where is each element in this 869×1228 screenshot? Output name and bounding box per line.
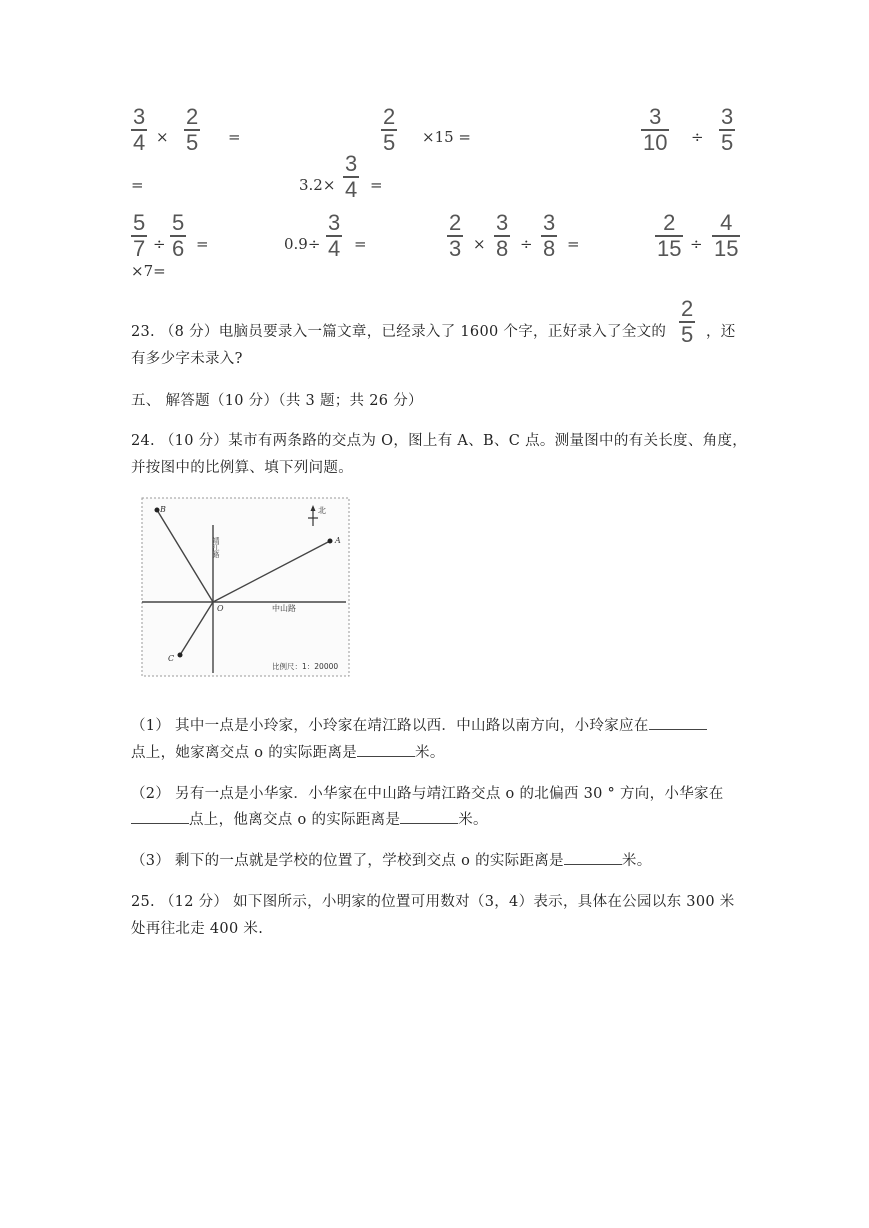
- times-7-equals: ×7=: [131, 262, 166, 280]
- q24-sub1-line2: [131, 741, 445, 762]
- numerator: 3: [345, 151, 358, 176]
- numerator: 3: [496, 210, 509, 235]
- divide-sign: ÷: [691, 128, 704, 146]
- q25-text-line1: 25. （12 分） 如下图所示，小明家的位置可用数对（3，4）表示，具体在公园以东 300 米: [131, 894, 735, 910]
- numerator: 3: [649, 104, 662, 129]
- q24-sub3-text: （3） 剩下的一点就是学校的位置了，学校到交点 o 的实际距离是: [131, 853, 564, 869]
- equals-sign: =: [228, 128, 241, 146]
- equals-sign: =: [370, 176, 383, 194]
- q23-text-line1: 23. （8 分）电脑员要录入一篇文章，已经录入了 1600 个字，正好录入了全文的: [131, 324, 667, 340]
- numerator: 3: [133, 104, 146, 129]
- road-map-diagram: [141, 497, 350, 677]
- label-a: A: [335, 536, 341, 545]
- point-c: [178, 653, 183, 658]
- denominator: 10: [643, 130, 668, 155]
- denominator: 3: [449, 236, 462, 261]
- numerator: 2: [663, 210, 676, 235]
- answer-blank[interactable]: [564, 852, 622, 865]
- fraction-3-4: [326, 212, 342, 260]
- numerator: 5: [133, 210, 146, 235]
- numerator: 3: [543, 210, 556, 235]
- numerator: 2: [383, 104, 396, 129]
- fraction-2-5: [679, 298, 695, 346]
- divide-sign: ÷: [690, 235, 703, 253]
- times-15-equals: ×15 =: [422, 128, 471, 146]
- numerator: 3: [328, 210, 341, 235]
- fraction-3-5: [719, 106, 735, 154]
- label-o: O: [217, 604, 224, 613]
- fraction-3-8: [494, 212, 510, 260]
- fraction-2-5: [184, 106, 200, 154]
- fraction-2-5: [381, 106, 397, 154]
- unit-meters: 米。: [458, 812, 488, 828]
- q24-sub1-text: （1） 其中一点是小玲家，小玲家在靖江路以西．中山路以南方向，小玲家应在: [131, 718, 649, 734]
- label-c: C: [168, 654, 175, 663]
- q24-text-line1: 24. （10 分）某市有两条路的交点为 O，图上有 A、B、C 点。测量图中的有关长度、角度，: [131, 433, 748, 449]
- times-sign: ×: [473, 235, 486, 253]
- q24-sub3-line: [131, 849, 652, 870]
- q25-text-line2: 处再往北走 400 米.: [131, 921, 264, 937]
- denominator: 5: [681, 322, 694, 347]
- north-label: 北: [318, 506, 326, 515]
- denominator: 5: [721, 130, 734, 155]
- denominator: 15: [714, 236, 739, 261]
- point-b: [155, 508, 160, 513]
- denominator: 6: [172, 236, 185, 261]
- q24-sub1-text-2: 点上，她家离交点 o 的实际距离是: [131, 745, 358, 761]
- divide-sign: ÷: [153, 235, 166, 253]
- unit-meters: 米。: [621, 853, 652, 869]
- q23-text-line2: 有多少字未录入?: [131, 351, 243, 367]
- denominator: 4: [345, 177, 358, 202]
- answer-blank[interactable]: [357, 744, 415, 757]
- fraction-5-7: [131, 212, 147, 260]
- fraction-3-10: [641, 106, 669, 154]
- numerator: 4: [720, 210, 733, 235]
- numerator: 5: [172, 210, 185, 235]
- denominator: 5: [186, 130, 199, 155]
- equals-sign: =: [354, 235, 367, 253]
- times-sign: ×: [156, 128, 169, 146]
- fraction-2-3: [447, 212, 463, 260]
- q24-sub1-line1: [131, 714, 707, 735]
- label-b: B: [160, 505, 166, 514]
- fraction-5-6: [170, 212, 186, 260]
- denominator: 15: [657, 236, 682, 261]
- denominator: 5: [383, 130, 396, 155]
- answer-blank[interactable]: [400, 811, 458, 824]
- dividend-0-9: 0.9÷: [284, 235, 321, 253]
- q24-sub2-line2: [131, 808, 488, 829]
- q24-text-line2: 并按图中的比例算、填下列问题。: [131, 460, 353, 476]
- denominator: 8: [496, 236, 509, 261]
- answer-blank[interactable]: [649, 717, 707, 730]
- fraction-2-15: [655, 212, 683, 260]
- numerator: 2: [681, 296, 694, 321]
- jingjiang-road-label: 靖江路: [212, 537, 220, 558]
- point-a: [328, 539, 333, 544]
- numerator: 2: [186, 104, 199, 129]
- road-map-svg: [141, 497, 350, 677]
- fraction-3-4: [343, 153, 359, 201]
- fraction-3-8: [541, 212, 557, 260]
- answer-blank[interactable]: [131, 811, 189, 824]
- denominator: 4: [133, 130, 146, 155]
- zhongshan-road-label: 中山路: [272, 604, 296, 613]
- denominator: 7: [133, 236, 146, 261]
- numerator: 3: [721, 104, 734, 129]
- diagram-border: [142, 498, 349, 676]
- section-heading: 五、 解答题（10 分）（共 3 题；共 26 分）: [131, 393, 423, 409]
- denominator: 4: [328, 236, 341, 261]
- divide-sign: ÷: [520, 235, 533, 253]
- fraction-4-15: [712, 212, 740, 260]
- fraction-3-4: [131, 106, 147, 154]
- unit-meters: 米。: [415, 745, 445, 761]
- scale-label: 比例尺：1：20000: [272, 662, 339, 671]
- equals-sign: =: [131, 176, 144, 194]
- multiplier-3-2: 3.2×: [299, 176, 336, 194]
- q24-sub2-line1: （2） 另有一点是小华家．小华家在中山路与靖江路交点 o 的北偏西 30 ° 方向，小华家在: [131, 786, 724, 802]
- q24-sub2-text-2: 点上，他离交点 o 的实际距离是: [189, 812, 401, 828]
- denominator: 8: [543, 236, 556, 261]
- equals-sign: =: [196, 235, 209, 253]
- q23-text-line1-end: ，还: [706, 324, 736, 340]
- equals-sign: =: [567, 235, 580, 253]
- numerator: 2: [449, 210, 462, 235]
